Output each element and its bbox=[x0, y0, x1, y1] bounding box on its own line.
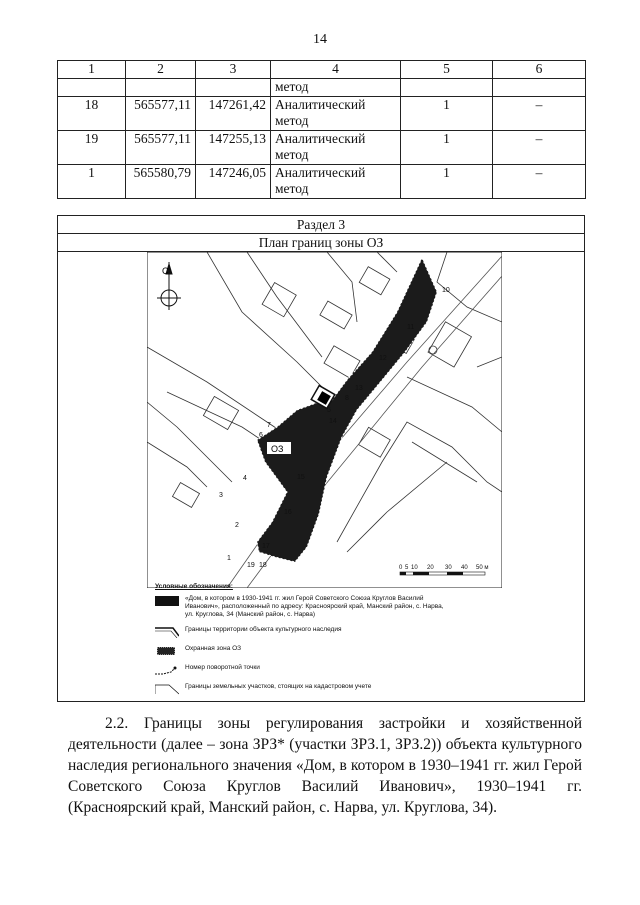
scale-tick: 5 bbox=[405, 565, 409, 571]
table-cell-qty: 1 bbox=[401, 165, 493, 199]
legend-item-text: Охранная зона ОЗ bbox=[185, 645, 242, 652]
point-label: 10 bbox=[442, 287, 450, 294]
map-legend bbox=[155, 583, 445, 702]
scale-tick: 10 bbox=[411, 565, 418, 571]
method-line: Аналитический bbox=[275, 131, 366, 146]
point-label: 1 bbox=[227, 555, 231, 562]
table-header-cell: 3 bbox=[196, 61, 271, 79]
point-label: 8 bbox=[345, 395, 349, 402]
table-row bbox=[58, 97, 586, 131]
scale-tick: 50 м bbox=[476, 565, 489, 571]
point-label: 3 bbox=[219, 492, 223, 499]
point-label: 14 bbox=[329, 418, 337, 425]
method-line: метод bbox=[275, 181, 309, 196]
table-row-continuation bbox=[58, 79, 586, 97]
legend-item-text: «Дом, в котором в 1930-1941 гг. жил Герой Советского Союза Круглов Василий Иванович», расположенный по адресу: Красноярский край, Манский район, с. Нарва, ул. Круглова, 34 (Манский район, с. Нарва) bbox=[185, 595, 444, 618]
table-header-cell: 5 bbox=[401, 61, 493, 79]
legend-item bbox=[155, 664, 445, 676]
point-label: 4 bbox=[243, 475, 247, 482]
point-label: 19 bbox=[247, 562, 255, 569]
section-title: Раздел 3 bbox=[58, 216, 584, 234]
table-header-cell: 6 bbox=[493, 61, 586, 79]
scale-tick: 20 bbox=[427, 565, 434, 571]
turning-point-symbol-icon bbox=[155, 664, 179, 676]
scale-bar bbox=[399, 563, 499, 584]
table-cell-y: 147261,42 bbox=[196, 97, 271, 131]
page-number: 14 bbox=[313, 32, 327, 47]
table-cell-qty: 1 bbox=[401, 97, 493, 131]
method-line: Аналитический bbox=[275, 97, 366, 112]
cadastral-boundary-symbol-icon bbox=[155, 683, 179, 695]
table-header-cell: 1 bbox=[58, 61, 126, 79]
heritage-boundary-symbol-icon bbox=[155, 626, 179, 638]
legend-title: Условные обозначения: bbox=[155, 583, 233, 590]
legend-item bbox=[155, 645, 445, 657]
heritage-object-symbol-icon bbox=[155, 595, 179, 607]
table-cell-number: 18 bbox=[58, 97, 126, 131]
table-header-row bbox=[58, 61, 586, 79]
legend-item-text: Границы земельных участков, стоящих на кадастровом учете bbox=[185, 683, 372, 690]
table-row bbox=[58, 165, 586, 199]
section-paragraph bbox=[68, 713, 582, 818]
table-cell-x: 565577,11 bbox=[126, 131, 196, 165]
point-label: 7 bbox=[267, 422, 271, 429]
point-label: 12 bbox=[379, 355, 387, 362]
coordinates-table bbox=[57, 60, 586, 199]
point-label: 11 bbox=[407, 324, 415, 331]
table-cell-y: 147255,13 bbox=[196, 131, 271, 165]
table-header-cell: 4 bbox=[271, 61, 401, 79]
paragraph-text: 2.2. Границы зоны регулирования застройки и хозяйственной деятельности (далее – зона ЗРЗ* (участки ЗРЗ.1, ЗРЗ.2)) объекта культурного наследия регионального значения «Дом, в котором в 1930–1941 гг. жил Герой Советского Союза Круглов Василий Иванович», 1930–1941 гг. (Красноярский край, Манский район, с. Нарва, ул. Круглова, 34). bbox=[68, 715, 582, 816]
table-cell-method: метод bbox=[271, 79, 401, 97]
legend-item-text: Границы территории объекта культурного наследия bbox=[185, 626, 342, 633]
table-cell-dash: – bbox=[493, 97, 586, 131]
point-label: 5 bbox=[327, 407, 331, 414]
point-label: 17 bbox=[262, 543, 270, 550]
point-label: 15 bbox=[297, 474, 305, 481]
table-header-cell: 2 bbox=[126, 61, 196, 79]
scale-tick: 30 bbox=[445, 565, 452, 571]
point-label: 2 bbox=[235, 522, 239, 529]
zone-map bbox=[147, 252, 502, 588]
table-cell-method bbox=[271, 97, 401, 131]
method-line: Аналитический bbox=[275, 165, 366, 180]
table-cell-qty: 1 bbox=[401, 131, 493, 165]
section-subtitle: План границ зоны ОЗ bbox=[58, 234, 584, 252]
method-line: метод bbox=[275, 113, 309, 128]
table-cell-dash: – bbox=[493, 165, 586, 199]
table-cell-number: 1 bbox=[58, 165, 126, 199]
point-label: 18 bbox=[259, 562, 267, 569]
north-label: С bbox=[162, 266, 169, 276]
table-cell-y: 147246,05 bbox=[196, 165, 271, 199]
table-cell-method bbox=[271, 165, 401, 199]
table-cell-number: 19 bbox=[58, 131, 126, 165]
protection-zone-symbol-icon bbox=[155, 645, 179, 657]
scale-tick: 0 bbox=[399, 565, 403, 571]
legend-item bbox=[155, 595, 445, 619]
method-line: метод bbox=[275, 147, 309, 162]
legend-item-text: Номер поворотной точки bbox=[185, 664, 260, 671]
table-cell-dash: – bbox=[493, 131, 586, 165]
point-label: 16 bbox=[284, 509, 292, 516]
scale-tick: 40 bbox=[461, 565, 468, 571]
table-cell-method bbox=[271, 131, 401, 165]
zone-label: ОЗ bbox=[271, 444, 284, 454]
point-label: 13 bbox=[355, 385, 363, 392]
table-cell-x: 565580,79 bbox=[126, 165, 196, 199]
table-row bbox=[58, 131, 586, 165]
legend-item bbox=[155, 626, 445, 638]
point-label: 6 bbox=[259, 432, 263, 439]
table-cell-x: 565577,11 bbox=[126, 97, 196, 131]
legend-item bbox=[155, 683, 445, 695]
